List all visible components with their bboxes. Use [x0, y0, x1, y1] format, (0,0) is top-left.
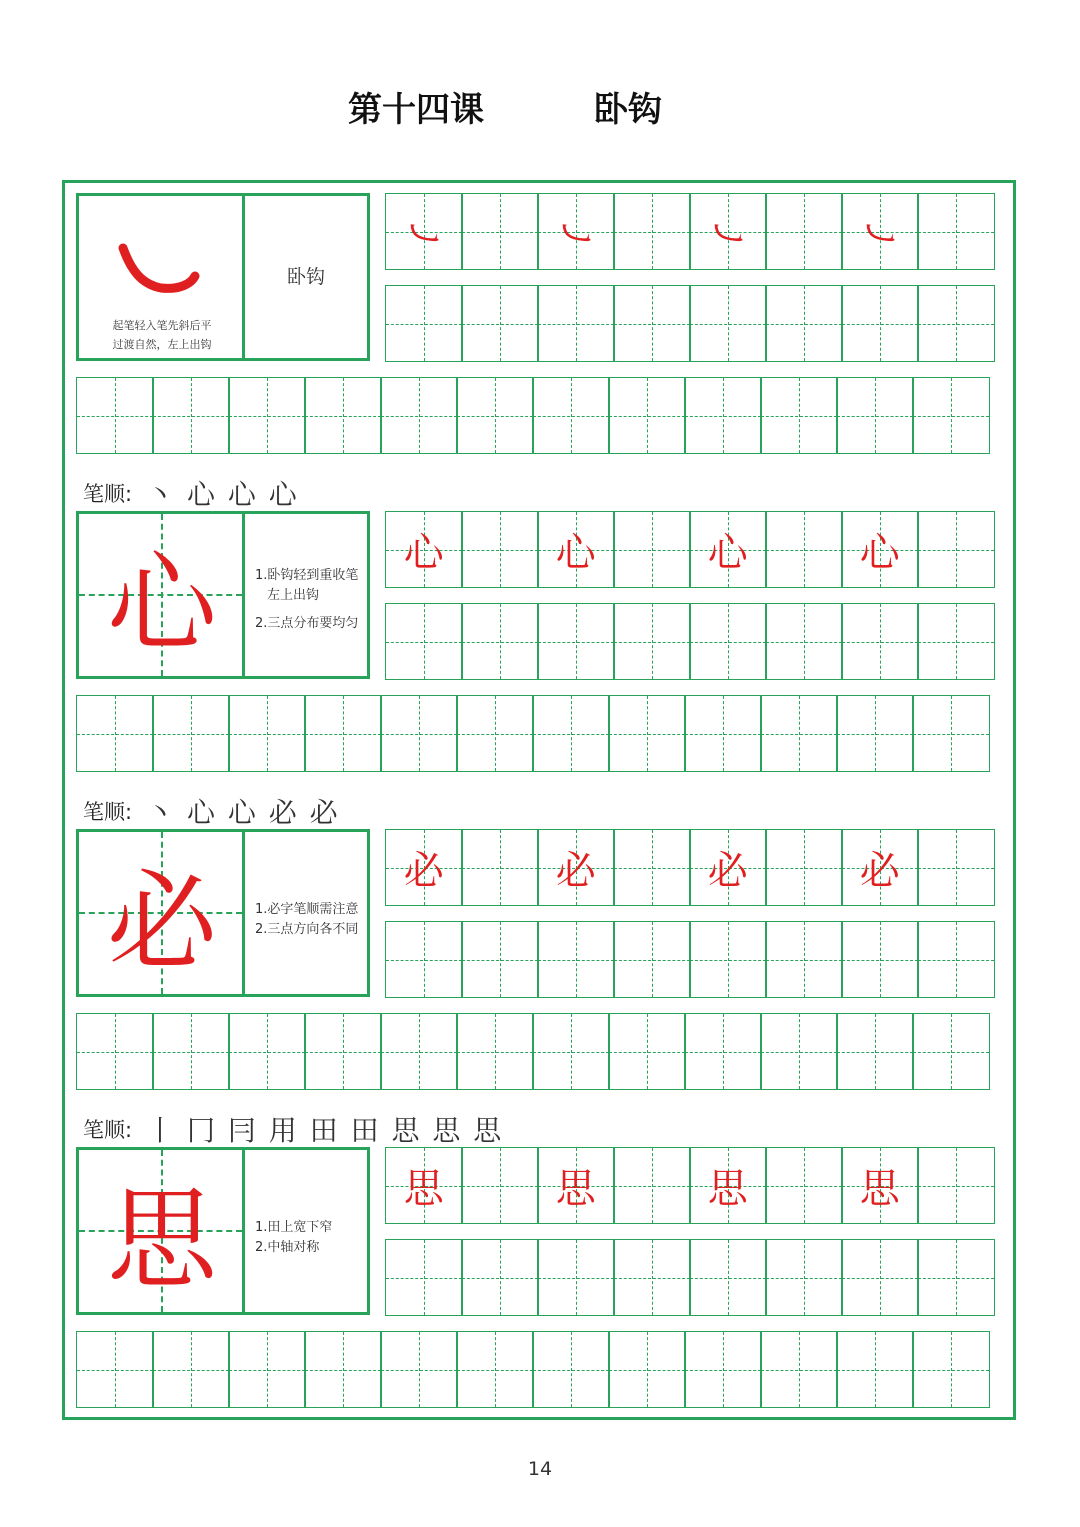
- stroke-order-sequence: 丨 冂 冃 用 田 田 思 思 思: [146, 1114, 504, 1147]
- practice-row: [76, 695, 988, 772]
- writing-cell[interactable]: [841, 1239, 919, 1316]
- writing-cell[interactable]: [765, 193, 843, 270]
- writing-cell[interactable]: [537, 1239, 615, 1316]
- writing-cell[interactable]: [456, 695, 534, 772]
- writing-cell[interactable]: [228, 1013, 306, 1090]
- writing-cell[interactable]: [532, 695, 610, 772]
- tip: 1.卧钩轻到重收笔: [255, 568, 359, 583]
- practice-row: [385, 1239, 993, 1316]
- practice-row: [385, 921, 993, 998]
- writing-cell[interactable]: [836, 377, 914, 454]
- writing-cell[interactable]: [765, 1147, 843, 1224]
- writing-cell[interactable]: [76, 1013, 154, 1090]
- writing-cell[interactable]: [689, 829, 767, 906]
- writing-tips: [245, 514, 367, 676]
- writing-cell[interactable]: [912, 1331, 990, 1408]
- tracing-character: 心: [707, 530, 748, 576]
- writing-cell[interactable]: [912, 377, 990, 454]
- writing-cell[interactable]: [836, 1013, 914, 1090]
- tracing-row: [385, 829, 993, 906]
- writing-cell[interactable]: [689, 285, 767, 362]
- writing-cell[interactable]: [613, 193, 691, 270]
- writing-cell[interactable]: [841, 1147, 919, 1224]
- stroke-label-cell: [245, 196, 367, 358]
- writing-cell[interactable]: [385, 829, 463, 906]
- writing-cell[interactable]: [537, 603, 615, 680]
- tracing-character: ㇃: [707, 212, 748, 258]
- practice-row: [76, 1013, 988, 1090]
- writing-cell[interactable]: [613, 1239, 691, 1316]
- writing-cell[interactable]: [385, 511, 463, 588]
- stroke-order-label: 笔顺:: [83, 800, 133, 824]
- practice-row: [76, 1331, 988, 1408]
- writing-cell[interactable]: [917, 193, 995, 270]
- writing-cell[interactable]: [917, 511, 995, 588]
- demo-box-xin: [76, 511, 370, 679]
- writing-cell[interactable]: [613, 1147, 691, 1224]
- stroke-order-sequence: 丶 心 心 心: [146, 478, 299, 511]
- demo-box-stroke: [76, 193, 370, 361]
- tip: 2.三点分布要均匀: [255, 616, 359, 631]
- writing-cell[interactable]: [456, 377, 534, 454]
- writing-cell[interactable]: [608, 1013, 686, 1090]
- writing-cell[interactable]: [836, 1331, 914, 1408]
- stroke-order-label: 笔顺:: [83, 1118, 133, 1142]
- tracing-row: [385, 193, 993, 270]
- stroke-order-sequence: 丶 心 心 必 必: [146, 796, 340, 829]
- writing-cell[interactable]: [532, 1013, 610, 1090]
- writing-cell[interactable]: [684, 1013, 762, 1090]
- writing-cell[interactable]: [152, 695, 230, 772]
- tip: 2.中轴对称: [255, 1240, 320, 1255]
- writing-cell[interactable]: [765, 603, 843, 680]
- tracing-character: 必: [859, 848, 900, 894]
- writing-cell[interactable]: [912, 695, 990, 772]
- writing-cell[interactable]: [152, 377, 230, 454]
- tracing-character: 思: [555, 1166, 596, 1212]
- writing-cell[interactable]: [608, 695, 686, 772]
- writing-cell[interactable]: [912, 1013, 990, 1090]
- tracing-character: 必: [707, 848, 748, 894]
- tracing-character: 思: [403, 1166, 444, 1212]
- writing-cell[interactable]: [228, 377, 306, 454]
- tracing-character: 思: [707, 1166, 748, 1212]
- demo-character: 心: [107, 540, 217, 668]
- writing-cell[interactable]: [152, 1013, 230, 1090]
- writing-cell[interactable]: [689, 921, 767, 998]
- writing-cell[interactable]: [917, 603, 995, 680]
- writing-cell[interactable]: [841, 603, 919, 680]
- tip: 1.田上宽下窄: [255, 1220, 333, 1235]
- writing-cell[interactable]: [760, 1013, 838, 1090]
- tracing-character: 心: [403, 530, 444, 576]
- stroke-order: [83, 1109, 503, 1149]
- writing-cell[interactable]: [684, 377, 762, 454]
- writing-cell[interactable]: [613, 603, 691, 680]
- writing-cell[interactable]: [613, 511, 691, 588]
- writing-cell[interactable]: [461, 1239, 539, 1316]
- writing-cell[interactable]: [689, 1147, 767, 1224]
- tracing-character: ㇃: [555, 212, 596, 258]
- writing-cell[interactable]: [689, 1239, 767, 1316]
- writing-cell[interactable]: [917, 285, 995, 362]
- demo-box-si: [76, 1147, 370, 1315]
- writing-cell[interactable]: [760, 695, 838, 772]
- writing-cell[interactable]: [765, 829, 843, 906]
- writing-cell[interactable]: [760, 377, 838, 454]
- writing-cell[interactable]: [304, 695, 382, 772]
- writing-cell[interactable]: [461, 285, 539, 362]
- page-title: [0, 82, 1080, 132]
- writing-cell[interactable]: [461, 193, 539, 270]
- writing-cell[interactable]: [532, 1331, 610, 1408]
- writing-cell[interactable]: [76, 377, 154, 454]
- demo-character-cell: [79, 514, 245, 676]
- writing-cell[interactable]: [152, 1331, 230, 1408]
- writing-cell[interactable]: [684, 695, 762, 772]
- stroke-note: 起笔轻入笔先斜后平: [112, 319, 212, 332]
- writing-cell[interactable]: [689, 193, 767, 270]
- writing-cell[interactable]: [228, 695, 306, 772]
- stroke-description: [79, 316, 245, 354]
- writing-cell[interactable]: [461, 511, 539, 588]
- tip: 2.三点方向各不同: [255, 922, 359, 937]
- tracing-character: ㇃: [403, 212, 444, 258]
- writing-cell[interactable]: [385, 193, 463, 270]
- writing-cell[interactable]: [841, 921, 919, 998]
- tracing-character: 心: [555, 530, 596, 576]
- writing-cell[interactable]: [684, 1331, 762, 1408]
- tracing-row: [385, 1147, 993, 1224]
- tracing-character: ㇃: [859, 212, 900, 258]
- writing-cell[interactable]: [380, 377, 458, 454]
- stroke-order: [83, 473, 299, 513]
- writing-cell[interactable]: [380, 1013, 458, 1090]
- writing-cell[interactable]: [380, 1331, 458, 1408]
- writing-cell[interactable]: [841, 511, 919, 588]
- demo-box-bi: [76, 829, 370, 997]
- writing-cell[interactable]: [532, 377, 610, 454]
- writing-cell[interactable]: [385, 285, 463, 362]
- writing-cell[interactable]: [461, 1147, 539, 1224]
- writing-cell[interactable]: [760, 1331, 838, 1408]
- tracing-character: 必: [555, 848, 596, 894]
- practice-row: [385, 603, 993, 680]
- page-number: 14: [527, 1458, 553, 1480]
- writing-cell[interactable]: [537, 511, 615, 588]
- writing-cell[interactable]: [613, 829, 691, 906]
- writing-cell[interactable]: [917, 1147, 995, 1224]
- writing-cell[interactable]: [456, 1331, 534, 1408]
- tracing-character: 思: [859, 1166, 900, 1212]
- writing-cell[interactable]: [537, 193, 615, 270]
- writing-cell[interactable]: [461, 921, 539, 998]
- writing-cell[interactable]: [917, 1239, 995, 1316]
- practice-row: [76, 377, 988, 454]
- writing-cell[interactable]: [380, 695, 458, 772]
- demo-character-cell: [79, 196, 245, 358]
- writing-tips: [245, 1150, 367, 1312]
- writing-cell[interactable]: [917, 921, 995, 998]
- lesson-number: 第十四课: [348, 90, 484, 130]
- writing-cell[interactable]: [841, 285, 919, 362]
- writing-cell[interactable]: [841, 829, 919, 906]
- tracing-row: [385, 511, 993, 588]
- writing-cell[interactable]: [537, 829, 615, 906]
- writing-cell[interactable]: [304, 1331, 382, 1408]
- writing-cell[interactable]: [765, 1239, 843, 1316]
- tracing-character: 必: [403, 848, 444, 894]
- tracing-character: 心: [859, 530, 900, 576]
- writing-cell[interactable]: [385, 1239, 463, 1316]
- writing-cell[interactable]: [461, 603, 539, 680]
- worksheet-frame: [62, 180, 1016, 1420]
- stroke-label: 卧钩: [286, 266, 325, 288]
- writing-cell[interactable]: [613, 285, 691, 362]
- writing-cell[interactable]: [689, 603, 767, 680]
- writing-cell[interactable]: [304, 377, 382, 454]
- stroke-order-label: 笔顺:: [83, 482, 133, 506]
- writing-cell[interactable]: [917, 829, 995, 906]
- writing-cell[interactable]: [608, 377, 686, 454]
- writing-cell[interactable]: [537, 1147, 615, 1224]
- stroke-order: [83, 791, 340, 831]
- writing-cell[interactable]: [689, 511, 767, 588]
- practice-row: [385, 285, 993, 362]
- writing-cell[interactable]: [765, 921, 843, 998]
- writing-cell[interactable]: [836, 695, 914, 772]
- writing-tips: [245, 832, 367, 994]
- tip: 1.必字笔顺需注意: [255, 902, 359, 917]
- demo-character: 思: [107, 1176, 217, 1304]
- writing-cell[interactable]: [385, 1147, 463, 1224]
- writing-cell[interactable]: [456, 1013, 534, 1090]
- writing-cell[interactable]: [461, 829, 539, 906]
- writing-cell[interactable]: [304, 1013, 382, 1090]
- writing-cell[interactable]: [385, 603, 463, 680]
- writing-cell[interactable]: [537, 921, 615, 998]
- demo-character-cell: [79, 832, 245, 994]
- writing-cell[interactable]: [537, 285, 615, 362]
- writing-cell[interactable]: [613, 921, 691, 998]
- stroke-note: 过渡自然，左上出钩: [112, 338, 212, 351]
- writing-cell[interactable]: [841, 193, 919, 270]
- writing-cell[interactable]: [608, 1331, 686, 1408]
- stroke-name-title: 卧钩: [594, 90, 662, 130]
- writing-cell[interactable]: [765, 511, 843, 588]
- tip: 左上出钩: [267, 588, 320, 603]
- demo-character-cell: [79, 1150, 245, 1312]
- writing-cell[interactable]: [765, 285, 843, 362]
- demo-character: 必: [107, 858, 217, 986]
- writing-cell[interactable]: [76, 1331, 154, 1408]
- writing-cell[interactable]: [228, 1331, 306, 1408]
- writing-cell[interactable]: [385, 921, 463, 998]
- writing-cell[interactable]: [76, 695, 154, 772]
